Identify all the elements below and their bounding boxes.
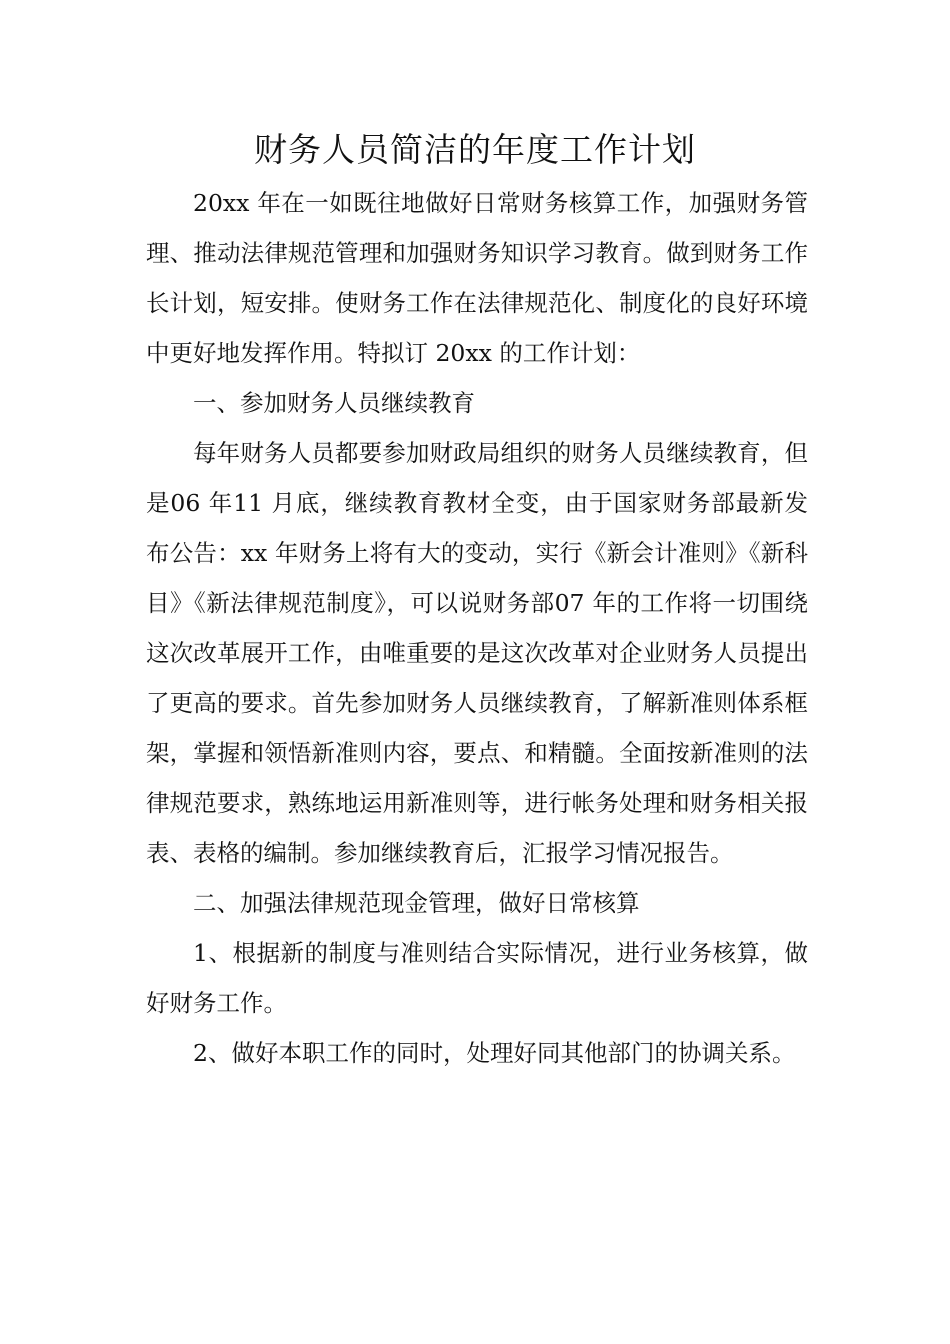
- paragraph-intro: 20xx 年在一如既往地做好日常财务核算工作，加强财务管理、推动法律规范管理和加强财务知识学习教育。做到财务工作长计划，短安排。使财务工作在法律规范化、制度化的良好环境中更好地发挥作用。特拟订 20xx 的工作计划：: [146, 189, 808, 367]
- list-item-1: 1、根据新的制度与准则结合实际情况，进行业务核算，做好财务工作。: [146, 939, 808, 1017]
- paragraph-continuing-education: 每年财务人员都要参加财政局组织的财务人员继续教育，但是06 年11 月底，继续教育教材全变，由于国家财务部最新发布公告：xx 年财务上将有大的变动，实行《新会计准则》《新科目》《新法律规范制度》，可以说财务部07 年的工作将一切围绕这次改革展开工作，由唯重要的是这次改革对企业财务人员提出了更高的要求。首先参加财务人员继续教育，了解新准则体系框架，掌握和领悟新准则内容，要点、和精髓。全面按新准则的法律规范要求，熟练地运用新准则等，进行帐务处理和财务相关报表、表格的编制。参加继续教育后，汇报学习情况报告。: [146, 439, 808, 867]
- section-heading-2: 二、加强法律规范现金管理，做好日常核算: [193, 889, 640, 917]
- document-body: [146, 178, 808, 1078]
- list-item-2: 2、做好本职工作的同时，处理好同其他部门的协调关系。: [193, 1039, 796, 1067]
- section-heading-1: 一、参加财务人员继续教育: [193, 389, 475, 417]
- document-title: 财务人员简洁的年度工作计划: [254, 130, 696, 169]
